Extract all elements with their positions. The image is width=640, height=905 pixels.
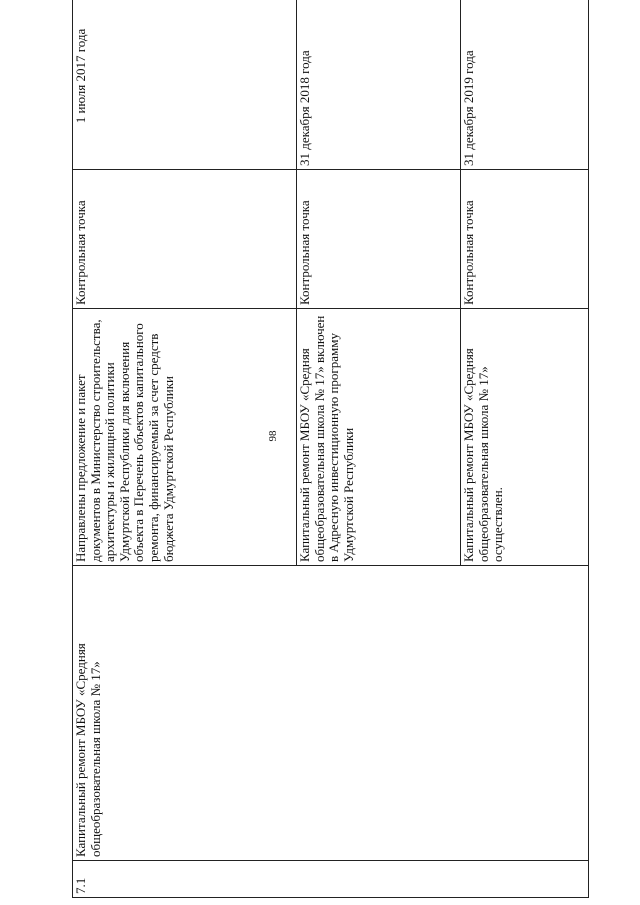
checkpoint-date-cell: 1 июля 2017 года [73,0,297,170]
checkpoint-description-cell: Капитальный ремонт МБОУ «Средняя общеобразовательная школа № 17» включен в Адресную инвестиционную программу Удмуртской Республики [297,309,461,566]
program-table [72,0,589,898]
event-name-cell: Капитальный ремонт МБОУ «Средняя общеобразовательная школа № 17» [73,566,589,861]
checkpoint-type-cell: Контрольная точка [297,170,461,309]
row-number-cell: 7.1 [73,861,589,898]
checkpoint-date-cell: 31 декабря 2018 года [297,0,461,170]
table-row [73,0,297,898]
checkpoint-type-cell: Контрольная точка [73,170,297,309]
page-number: 98 [267,430,279,442]
rotated-table-wrapper [72,18,588,898]
checkpoint-description-cell: Капитальный ремонт МБОУ «Средняя общеобразовательная школа № 17» осуществлен. [461,309,589,566]
checkpoint-type-cell: Контрольная точка [461,170,589,309]
checkpoint-date-cell: 31 декабря 2019 года [461,0,589,170]
checkpoint-description-cell: Направлены предложение и пакет документов в Министерство строительства, архитектуры и жилищной политики Удмуртской Республики для включения объекта в Перечень объектов капитального ремонта, финансируемый за счет средств бюджета Удмуртской Республики [73,309,297,566]
